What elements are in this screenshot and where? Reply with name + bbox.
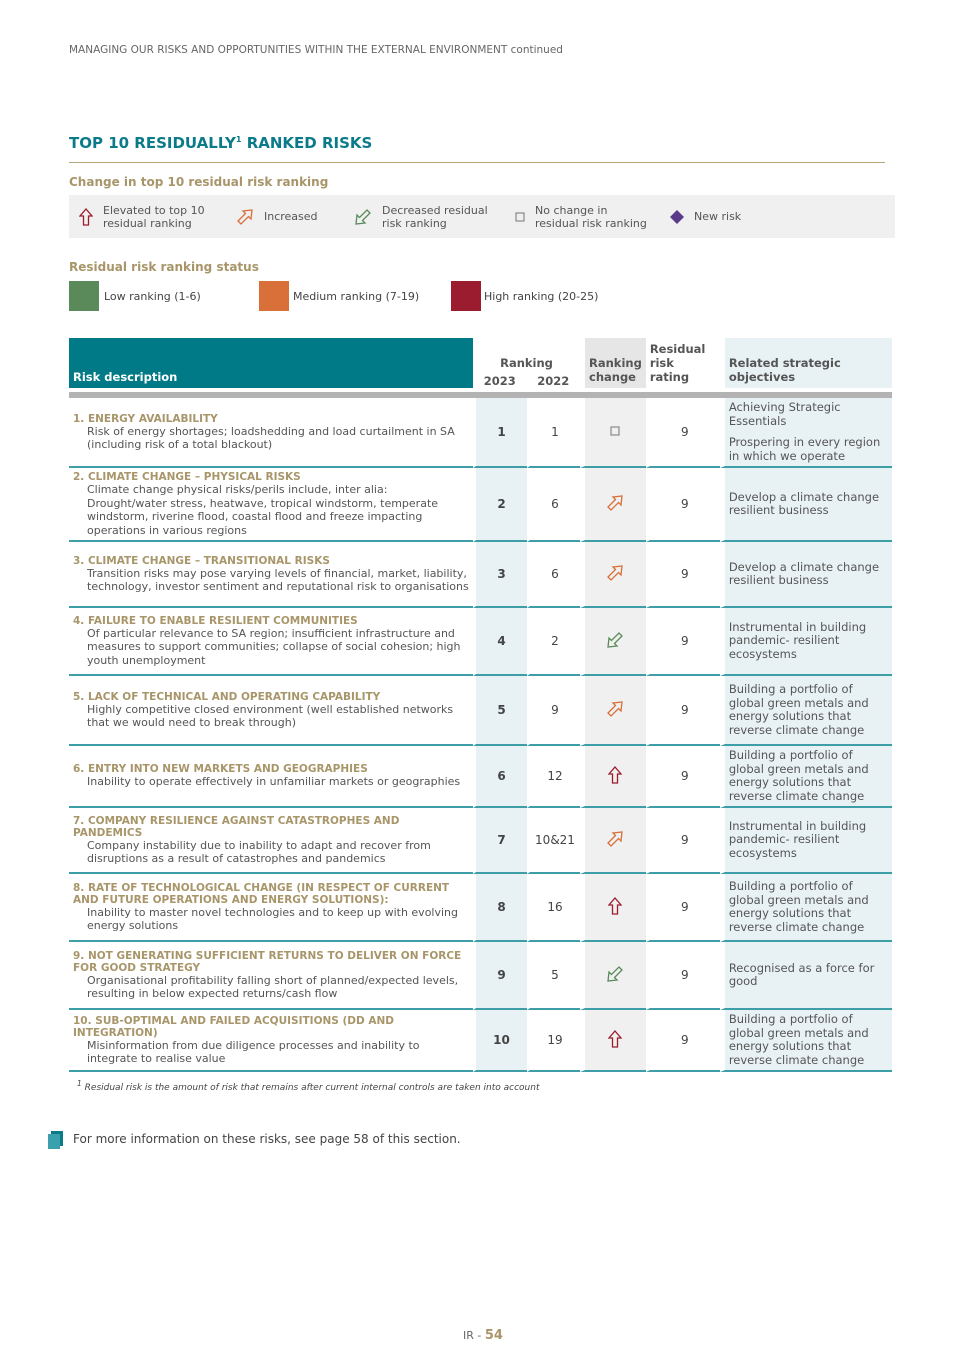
strategic-objectives-cell	[720, 676, 892, 746]
risk-description: Transition risks may pose varying levels of financial, market, liability, technology, investor sentiment and reputational risk to organisations	[87, 566, 469, 593]
table-row	[69, 746, 892, 808]
legend-label: risk ranking	[382, 216, 447, 230]
strategic-objectives-cell	[720, 398, 892, 468]
ranking-2022: 6	[527, 542, 580, 608]
objective: Building a portfolio of global green metals and energy solutions that reverse climate change	[728, 748, 869, 803]
page-prefix: IR -	[463, 1329, 485, 1342]
risk-description: Inability to master novel technologies and to keep up with evolving energy solutions	[87, 905, 458, 932]
ranking-change-cell	[580, 1010, 646, 1072]
legend-label: Elevated to top 10	[103, 203, 205, 217]
ranking-2022: 19	[527, 1010, 580, 1072]
legend-no-change	[515, 195, 647, 238]
objective: Building a portfolio of global green metals and energy solutions that reverse climate change	[728, 682, 869, 737]
risk-description: Inability to operate effectively in unfamiliar markets or geographies	[87, 775, 461, 789]
table-row	[69, 942, 892, 1010]
risk-description-cell	[69, 542, 473, 608]
high-ranking-swatch	[451, 281, 481, 311]
label: risk rating	[649, 356, 690, 384]
low-ranking-label: Low ranking (1-6)	[104, 290, 201, 303]
objective: Prospering in every region in which we operate	[728, 435, 881, 463]
legend-label: Increased	[264, 210, 318, 223]
ranking-change-cell	[580, 808, 646, 874]
increased-arrow-icon	[606, 572, 624, 585]
title-rule	[69, 162, 885, 163]
risk-description-cell	[69, 398, 473, 468]
risk-description: Risk of energy shortages; loadshedding and load curtailment in SA (including risk of a total blackout)	[87, 424, 455, 451]
ranking-2022: 1	[527, 398, 580, 468]
title-text: TOP 10 RESIDUALLY	[69, 134, 236, 152]
ranking-change-cell	[580, 942, 646, 1010]
residual-risk-rating: 9	[646, 676, 720, 746]
legend-elevated	[79, 195, 205, 238]
ranking-label: Ranking	[500, 356, 553, 370]
label: objectives	[728, 370, 796, 384]
table-row	[69, 608, 892, 676]
residual-risk-rating: 9	[646, 746, 720, 808]
legend-decreased	[354, 195, 488, 238]
risk-description: Highly competitive closed environment (well established networks that we would need to break through)	[87, 702, 454, 729]
risk-title: 3. CLIMATE CHANGE – TRANSITIONAL RISKS	[73, 554, 330, 567]
high-ranking-label: High ranking (20-25)	[484, 290, 599, 303]
page-number-value: 54	[484, 1328, 503, 1343]
risk-description: Company instability due to inability to adapt and recover from disruptions as a result of catastrophes and pandemics	[87, 838, 431, 865]
ranking-change-cell	[580, 398, 646, 468]
footnote	[77, 1079, 540, 1093]
ranking-change-cell	[580, 676, 646, 746]
ranking-2023: 6	[473, 746, 527, 808]
risk-title: 7. COMPANY RESILIENCE AGAINST CATASTROPHES AND PANDEMICS	[73, 814, 400, 839]
ranking-2023: 9	[473, 942, 527, 1010]
book-icon	[48, 1131, 64, 1153]
residual-risk-rating: 9	[646, 1010, 720, 1072]
elevated-arrow-icon	[608, 774, 622, 787]
decreased-arrow-icon	[606, 973, 624, 986]
ranking-2023: 10	[473, 1010, 527, 1072]
decreased-arrow-icon	[354, 208, 372, 226]
strategic-objectives-cell	[720, 942, 892, 1010]
title-footnote-mark: 1	[235, 135, 242, 144]
objective: Instrumental in building pandemic- resilient ecosystems	[728, 619, 867, 661]
ranking-2022: 5	[527, 942, 580, 1010]
ranking-2023: 3	[473, 542, 527, 608]
strategic-objectives-cell	[720, 1010, 892, 1072]
legend-label: residual risk ranking	[535, 216, 647, 230]
medium-ranking-label: Medium ranking (7-19)	[293, 290, 420, 303]
page-number	[463, 1328, 503, 1343]
risk-table	[69, 338, 892, 1072]
risk-description-cell	[69, 746, 473, 808]
risk-description-cell	[69, 1010, 473, 1072]
table-row	[69, 542, 892, 608]
label: change	[589, 370, 636, 384]
risk-title: 9. NOT GENERATING SUFFICIENT RETURNS TO DELIVER ON FORCE FOR GOOD STRATEGY	[73, 949, 462, 974]
strategic-objectives-cell	[720, 608, 892, 676]
table-row	[69, 468, 892, 542]
objective: Building a portfolio of global green metals and energy solutions that reverse climate change	[728, 879, 869, 934]
strategic-objectives-cell	[720, 746, 892, 808]
increased-arrow-icon	[606, 708, 624, 721]
ranking-change-cell	[580, 746, 646, 808]
risk-title: 2. CLIMATE CHANGE – PHYSICAL RISKS	[73, 471, 301, 483]
col-strategic-objectives	[720, 338, 892, 388]
title-text-rest: RANKED RISKS	[241, 134, 373, 152]
risk-title: 5. LACK OF TECHNICAL AND OPERATING CAPABILITY	[73, 690, 381, 703]
low-ranking-swatch	[69, 281, 99, 311]
residual-risk-rating: 9	[646, 398, 720, 468]
new-risk-diamond-icon	[670, 210, 684, 224]
risk-title: 1. ENERGY AVAILABILITY	[73, 412, 218, 425]
risk-title: 6. ENTRY INTO NEW MARKETS AND GEOGRAPHIES	[73, 763, 368, 776]
elevated-arrow-icon	[79, 208, 93, 226]
ranking-change-cell	[580, 542, 646, 608]
residual-risk-rating: 9	[646, 942, 720, 1010]
legend-increased	[236, 195, 318, 238]
risk-description-cell	[69, 942, 473, 1010]
ranking-change-cell	[580, 468, 646, 542]
more-info-note: For more information on these risks, see page 58 of this section.	[73, 1132, 461, 1146]
ranking-2023: 5	[473, 676, 527, 746]
ranking-2023: 7	[473, 808, 527, 874]
risk-description-cell	[69, 808, 473, 874]
strategic-objectives-cell	[720, 542, 892, 608]
col-2022: 2022	[537, 374, 570, 388]
status-legend-heading: Residual risk ranking status	[69, 260, 259, 274]
col-ranking	[473, 338, 580, 388]
strategic-objectives-cell	[720, 468, 892, 542]
risk-title: 10. SUB-OPTIMAL AND FAILED ACQUISITIONS (DD AND INTEGRATION)	[73, 1014, 395, 1039]
footnote-text: Residual risk is the amount of risk that remains after current internal controls are taken into account	[84, 1083, 540, 1093]
ranking-2023: 2	[473, 468, 527, 542]
ranking-change-cell	[580, 608, 646, 676]
footnote-mark: 1	[77, 1079, 82, 1088]
risk-description-cell	[69, 468, 473, 542]
table-row	[69, 398, 892, 468]
increased-arrow-icon	[236, 208, 254, 226]
table-row	[69, 808, 892, 874]
risk-description-cell	[69, 676, 473, 746]
col-risk-description: Risk description	[69, 338, 473, 388]
ranking-2022: 12	[527, 746, 580, 808]
increased-arrow-icon	[606, 838, 624, 851]
risk-title: 8. RATE OF TECHNOLOGICAL CHANGE (IN RESPECT OF CURRENT AND FUTURE OPERATIONS AND ENERGY SOLUTIONS):	[73, 881, 450, 906]
objective: Develop a climate change resilient business	[728, 489, 880, 517]
col-2023: 2023	[483, 374, 516, 388]
risk-description-cell	[69, 874, 473, 942]
ranking-2022: 2	[527, 608, 580, 676]
legend-label: residual ranking	[103, 216, 192, 230]
table-row	[69, 874, 892, 942]
legend-label: No change in	[535, 203, 608, 217]
medium-ranking-swatch	[259, 281, 289, 311]
col-residual-rating	[646, 338, 720, 388]
residual-risk-rating: 9	[646, 808, 720, 874]
legend-label: New risk	[694, 210, 742, 223]
objective: Instrumental in building pandemic- resilient ecosystems	[728, 818, 867, 860]
objective: Achieving Strategic Essentials	[728, 400, 841, 428]
table-row	[69, 1010, 892, 1072]
label: Related strategic	[728, 356, 841, 370]
risk-description: Organisational profitability falling short of planned/expected levels, resulting in below expected returns/cash flow	[87, 973, 459, 1000]
ranking-2022: 9	[527, 676, 580, 746]
legend-label: Decreased residual	[382, 203, 488, 217]
risk-description: Climate change physical risks/perils include, inter alia: Drought/water stress, heatwave, tropical windstorm, temperate windstorm, riverine flood, coastal flood and freeze impacting operations in various regions	[87, 483, 439, 537]
label: Ranking	[589, 356, 642, 370]
objective: Building a portfolio of global green metals and energy solutions that reverse climate change	[728, 1012, 869, 1067]
elevated-arrow-icon	[608, 905, 622, 918]
decreased-arrow-icon	[606, 639, 624, 652]
residual-risk-rating: 9	[646, 542, 720, 608]
change-legend-heading: Change in top 10 residual risk ranking	[69, 175, 329, 189]
ranking-2022: 10&21	[527, 808, 580, 874]
legend-new-risk	[670, 195, 741, 238]
running-header: MANAGING OUR RISKS AND OPPORTUNITIES WITHIN THE EXTERNAL ENVIRONMENT continued	[69, 44, 563, 56]
strategic-objectives-cell	[720, 874, 892, 942]
section-title	[69, 134, 372, 152]
risk-description: Of particular relevance to SA region; insufficient infrastructure and measures to support communities; collapse of social cohesion; high youth unemployment	[87, 626, 461, 667]
col-ranking-change	[580, 338, 646, 388]
residual-risk-rating: 9	[646, 874, 720, 942]
no-change-square-icon	[610, 426, 620, 439]
risk-description-cell	[69, 608, 473, 676]
increased-arrow-icon	[606, 502, 624, 515]
change-legend	[69, 195, 895, 238]
elevated-arrow-icon	[608, 1038, 622, 1051]
objective: Recognised as a force for good	[728, 960, 875, 988]
risk-description: Misinformation from due diligence processes and inability to integrate to realise value	[87, 1038, 420, 1065]
no-change-square-icon	[515, 212, 525, 222]
strategic-objectives-cell	[720, 808, 892, 874]
residual-risk-rating: 9	[646, 468, 720, 542]
ranking-2023: 4	[473, 608, 527, 676]
residual-risk-rating: 9	[646, 608, 720, 676]
table-row	[69, 676, 892, 746]
label: Residual	[649, 342, 706, 356]
ranking-2023: 1	[473, 398, 527, 468]
ranking-2023: 8	[473, 874, 527, 942]
risk-title: 4. FAILURE TO ENABLE RESILIENT COMMUNITIES	[73, 614, 358, 627]
objective: Develop a climate change resilient business	[728, 559, 880, 587]
ranking-2022: 16	[527, 874, 580, 942]
ranking-change-cell	[580, 874, 646, 942]
ranking-2022: 6	[527, 468, 580, 542]
